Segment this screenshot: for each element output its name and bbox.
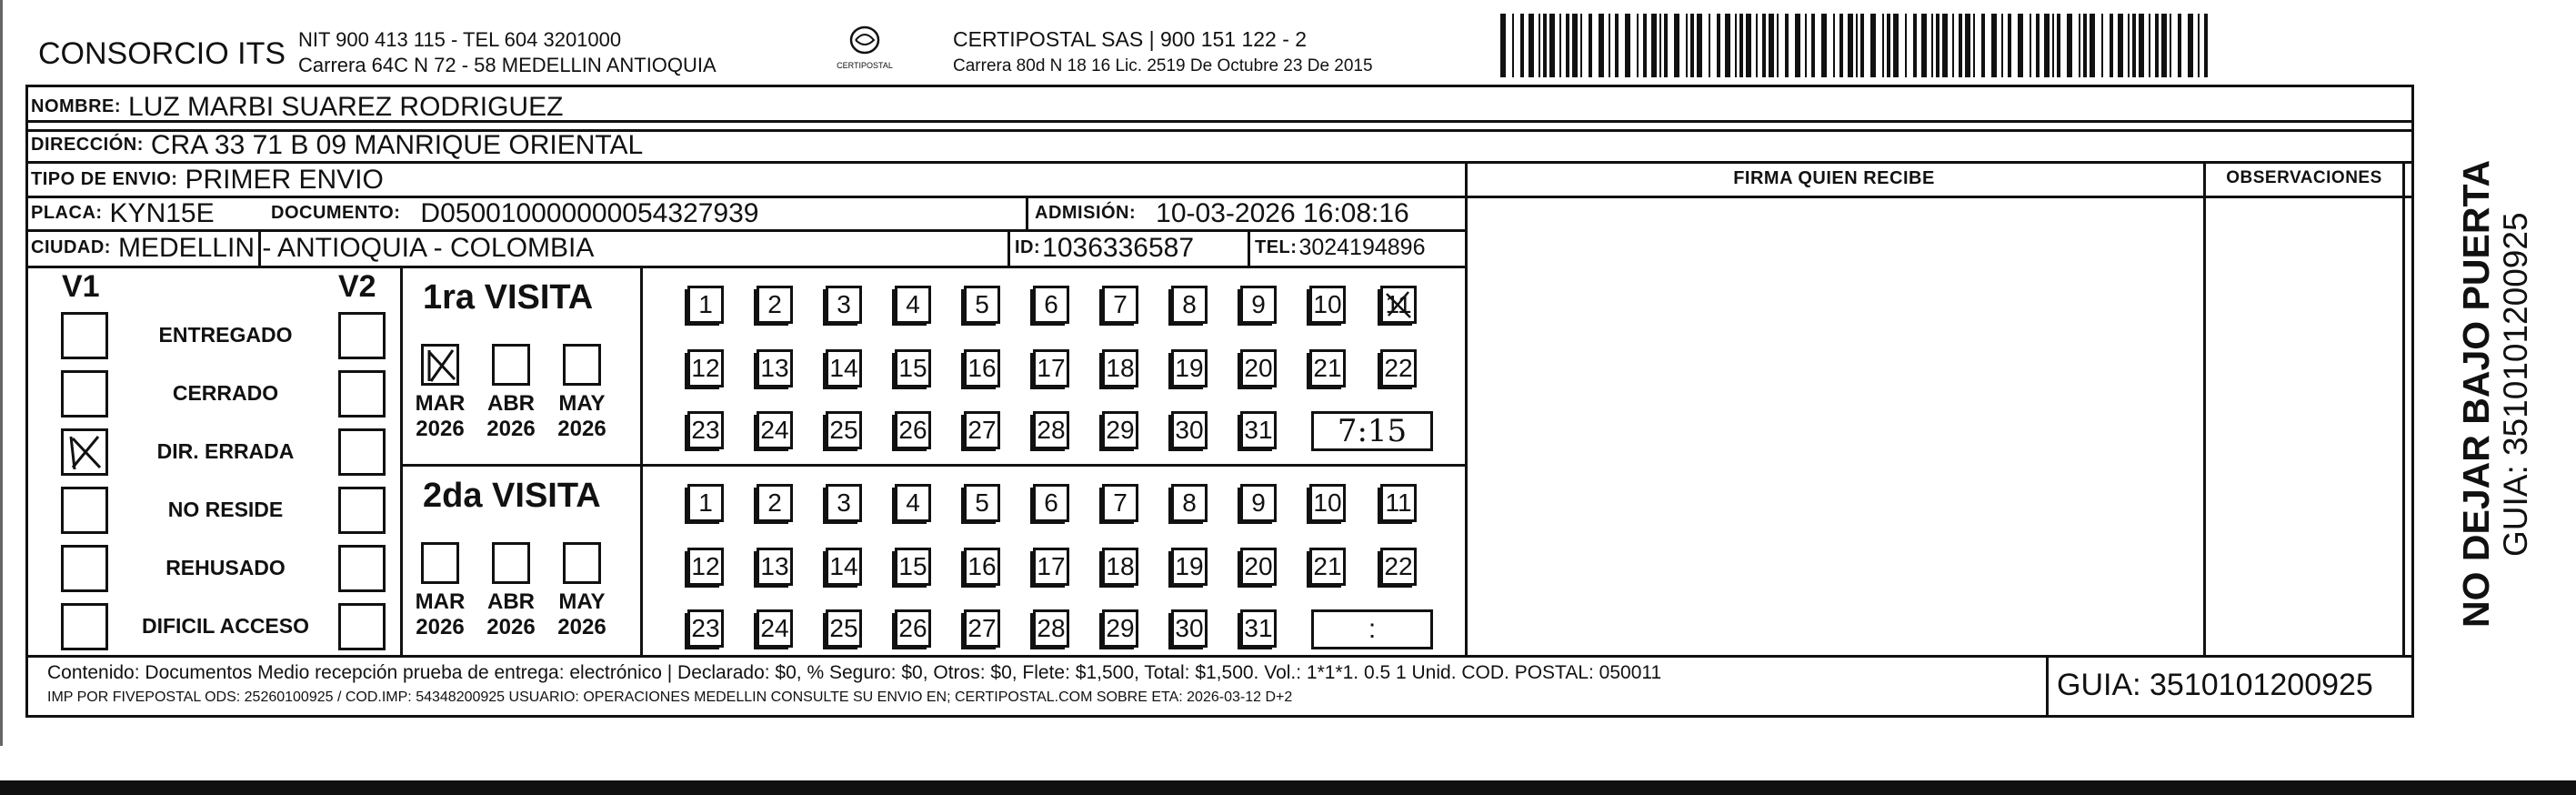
visit-1-day-19[interactable] — [1171, 349, 1208, 387]
barcode-bar — [1856, 14, 1858, 77]
placa-value: KYN15E — [109, 197, 215, 228]
barcode-bar — [1893, 14, 1899, 77]
visit-2-day-24[interactable] — [757, 609, 793, 648]
visit-1-day-14[interactable] — [826, 349, 862, 387]
visit-2-day-21[interactable] — [1309, 548, 1346, 586]
visit-2-day-25[interactable] — [826, 609, 862, 648]
barcode-bar — [1717, 14, 1720, 77]
day-number: 4 — [906, 488, 920, 517]
visit-1-day-22[interactable] — [1380, 349, 1417, 387]
visit-2-day-8[interactable] — [1171, 484, 1208, 522]
visit-1-month-label: MAY 2026 — [557, 391, 606, 441]
visit-1-day-29[interactable] — [1102, 411, 1138, 449]
day-number: 29 — [1106, 416, 1135, 444]
day-number: 19 — [1175, 354, 1204, 382]
visit-1-day-5[interactable] — [964, 286, 1000, 324]
firma-header: FIRMA QUIEN RECIBE — [1733, 168, 1935, 188]
barcode-bar — [2178, 14, 2181, 77]
barcode-bar — [1769, 14, 1774, 77]
barcode-bar — [2110, 14, 2113, 77]
visit-1-month-may-checkbox[interactable] — [563, 344, 601, 386]
day-number: 7 — [1113, 290, 1128, 318]
barcode-bar — [1833, 14, 1835, 77]
barcode-bar — [1756, 14, 1758, 77]
visit-1-month-mar-checkbox[interactable] — [421, 344, 459, 386]
day-number: 29 — [1106, 614, 1135, 642]
status-label-dificil-acceso: DIFICIL ACCESO — [141, 614, 309, 638]
day-number: 8 — [1182, 488, 1197, 517]
footer-guia: GUIA: 3510101200925 — [2057, 668, 2373, 702]
logo-text: CERTIPOSTAL — [837, 61, 893, 70]
v1-checkbox-dificil-acceso[interactable] — [61, 603, 108, 650]
day-number: 14 — [829, 552, 858, 580]
admision-value: 10-03-2026 16:08:16 — [1156, 197, 1409, 228]
v1-checkbox-no-reside[interactable] — [61, 487, 108, 534]
visit-2-month-label: MAR 2026 — [415, 589, 466, 639]
day-number: 13 — [760, 354, 789, 382]
barcode-bar — [1870, 14, 1876, 77]
ciudad-label: CIUDAD: — [31, 237, 111, 257]
imp-text: IMP POR FIVEPOSTAL ODS: 25260100925 / COD.IMP: 54348200925 USUARIO: OPERACIONES MEDELLIN CONSULTE SU ENVIO EN; CERTIPOSTAL.COM SOBRE ETA: 2026-03-12 D+2 — [47, 689, 1293, 705]
day-number: 13 — [760, 552, 789, 580]
v1-header: V1 — [62, 269, 100, 304]
tipo-envio-value: PRIMER ENVIO — [185, 164, 384, 195]
visit-2-day-11[interactable] — [1380, 484, 1417, 522]
barcode-bar — [2128, 14, 2130, 77]
barcode-bar — [1860, 14, 1864, 77]
visit-1-day-27[interactable] — [964, 411, 1000, 449]
ciudad-value: MEDELLIN - ANTIOQUIA - COLOMBIA — [117, 232, 595, 263]
visit-2-day-7[interactable] — [1102, 484, 1138, 522]
day-number: 3 — [837, 488, 851, 517]
v2-checkbox-entregado[interactable] — [338, 312, 386, 359]
visit-2-month-label: ABR 2026 — [486, 589, 536, 639]
day-number: 24 — [760, 614, 789, 642]
visit-1-day-25[interactable] — [826, 411, 862, 449]
nombre-row — [31, 91, 563, 123]
day-number: 24 — [760, 416, 789, 444]
visit-1-day-6[interactable] — [1033, 286, 1069, 324]
barcode-bar — [1643, 14, 1647, 77]
barcode-bar — [2083, 14, 2087, 77]
day-number: 30 — [1175, 416, 1204, 444]
visit-2-day-2[interactable] — [757, 484, 793, 522]
placa-label: PLACA: — [31, 203, 103, 223]
barcode-bar — [1942, 14, 1948, 77]
left-margin-mark — [0, 0, 3, 746]
day-number: 27 — [967, 416, 997, 444]
visit-2-month-mar-checkbox[interactable] — [421, 542, 459, 584]
barcode-bar — [1981, 14, 1985, 77]
barcode-bar — [2188, 14, 2193, 77]
status-label-no-reside: NO RESIDE — [167, 498, 284, 521]
day-number: 2 — [767, 290, 782, 318]
barcode-bar — [1690, 14, 1694, 77]
visit-1-day-24[interactable] — [757, 411, 793, 449]
barcode-bar — [1539, 14, 1540, 77]
visit-2-day-29[interactable] — [1102, 609, 1138, 648]
barcode-bar — [1637, 14, 1639, 77]
status-label-dir-errada: DIR. ERRADA — [156, 439, 295, 463]
day-number: 9 — [1251, 488, 1266, 517]
id-value: 1036336587 — [1042, 232, 1195, 263]
visit-2-day-4[interactable] — [895, 484, 931, 522]
v2-header: V2 — [338, 269, 376, 304]
documento-value: D050010000000054327939 — [420, 197, 759, 228]
visit-1-month-abr-checkbox[interactable] — [492, 344, 530, 386]
visit-2-month-label: MAY 2026 — [557, 589, 606, 639]
barcode-bar — [1952, 14, 1954, 77]
barcode-bar — [1697, 14, 1702, 77]
tipo-envio-label: TIPO DE ENVIO: — [31, 169, 178, 189]
barcode-bar — [1913, 14, 1917, 77]
barcode-bar — [1709, 14, 1710, 77]
visit-2-day-15[interactable] — [895, 548, 931, 586]
barcode-bar — [1848, 14, 1853, 77]
visit-1-day-30[interactable] — [1171, 411, 1208, 449]
visit-1-day-28[interactable] — [1033, 411, 1069, 449]
admision-field — [1035, 197, 1409, 229]
day-number: 30 — [1175, 614, 1204, 642]
day-number: 31 — [1244, 614, 1273, 642]
v2-checkbox-dir-errada[interactable] — [338, 428, 386, 476]
day-number: 3 — [837, 290, 851, 318]
visit-2-month-abr-checkbox[interactable] — [492, 542, 530, 584]
day-number: 1 — [698, 290, 713, 318]
visit-1-day-1[interactable] — [687, 286, 724, 324]
barcode-bar — [2067, 14, 2072, 77]
barcode-bar — [1805, 14, 1807, 77]
visit-2-day-26[interactable] — [895, 609, 931, 648]
day-number: 12 — [691, 552, 720, 580]
day-number: 23 — [691, 416, 720, 444]
barcode-bar — [1615, 14, 1619, 77]
direccion-value: CRA 33 71 B 09 MANRIQUE ORIENTAL — [150, 129, 644, 160]
barcode-bar — [1973, 14, 1975, 77]
barcode-bar — [2036, 14, 2040, 77]
day-number: 7 — [1113, 488, 1128, 517]
status-label-rehusado: REHUSADO — [165, 556, 286, 579]
barcode-bar — [1589, 14, 1592, 77]
day-number: 1 — [698, 488, 713, 517]
barcode-bar — [1659, 14, 1661, 77]
barcode-bar — [1520, 14, 1524, 77]
barcode-bar — [1735, 14, 1737, 77]
observaciones-header: OBSERVACIONES — [2226, 168, 2382, 187]
barcode-bar — [1651, 14, 1657, 77]
barcode-bar — [1965, 14, 1970, 77]
visit-2-day-28[interactable] — [1033, 609, 1069, 648]
ciudad-row — [31, 232, 594, 264]
visit-1-day-20[interactable] — [1240, 349, 1277, 387]
visit-1-day-16[interactable] — [964, 349, 1000, 387]
visit-2-day-17[interactable] — [1033, 548, 1069, 586]
id-label: ID: — [1015, 237, 1041, 257]
barcode-bar — [2170, 14, 2171, 77]
day-number: 22 — [1384, 354, 1413, 382]
barcode-bar — [2139, 14, 2144, 77]
side-warning: NO DEJAR BAJO PUERTA — [2455, 159, 2497, 628]
barcode-bar — [2018, 14, 2023, 77]
barcode-bar — [1674, 14, 1679, 77]
v1-checkbox-dir-errada[interactable] — [61, 428, 108, 476]
tipo-envio-row — [31, 164, 384, 196]
placa-row — [31, 197, 215, 229]
day-number: 11 — [1385, 488, 1412, 517]
company-info-line1: NIT 900 413 115 - TEL 604 3201000 — [298, 28, 622, 51]
day-number: 26 — [898, 416, 927, 444]
barcode-bar — [2155, 14, 2159, 77]
visit-2-day-30[interactable] — [1171, 609, 1208, 648]
visit-2-day-14[interactable] — [826, 548, 862, 586]
visit-1-day-26[interactable] — [895, 411, 931, 449]
v1-checkbox-entregado[interactable] — [61, 312, 108, 359]
day-number: 14 — [829, 354, 858, 382]
day-number: 5 — [975, 488, 989, 517]
v1-checkbox-rehusado[interactable] — [61, 545, 108, 592]
barcode-bar — [1559, 14, 1561, 77]
barcode-bar — [1599, 14, 1604, 77]
day-number: 28 — [1037, 614, 1066, 642]
visit-1-day-17[interactable] — [1033, 349, 1069, 387]
courier-info-line1: CERTIPOSTAL SAS | 900 151 122 - 2 — [953, 27, 1308, 51]
day-number: 9 — [1251, 290, 1266, 318]
day-number: 26 — [898, 614, 927, 642]
visit-2-day-12[interactable] — [687, 548, 724, 586]
direccion-row — [31, 129, 643, 161]
v2-checkbox-dificil-acceso[interactable] — [338, 603, 386, 650]
day-number: 15 — [898, 552, 927, 580]
barcode-bar — [1609, 14, 1610, 77]
company-info-line2: Carrera 64C N 72 - 58 MEDELLIN ANTIOQUIA — [298, 54, 717, 76]
visit-2-day-23[interactable] — [687, 609, 724, 648]
visit-1-day-15[interactable] — [895, 349, 931, 387]
visit-2-day-1[interactable] — [687, 484, 724, 522]
company-name: CONSORCIO ITS — [38, 36, 286, 71]
visit-2-day-10[interactable] — [1309, 484, 1346, 522]
visit-2-title: 2da VISITA — [423, 477, 601, 515]
visit-1-day-23[interactable] — [687, 411, 724, 449]
day-number: 4 — [906, 290, 920, 318]
visit-1-month-label: MAR 2026 — [415, 391, 466, 441]
visit-1-day-7[interactable] — [1102, 286, 1138, 324]
barcode-bar — [2057, 14, 2060, 77]
status-label-entregado: ENTREGADO — [158, 323, 293, 347]
barcode-bar — [2008, 14, 2011, 77]
day-number: 20 — [1244, 354, 1273, 382]
barcode-bar — [2044, 14, 2050, 77]
visit-2-day-22[interactable] — [1380, 548, 1417, 586]
v2-checkbox-cerrado[interactable] — [338, 370, 386, 418]
barcode-bar — [1936, 14, 1940, 77]
barcode-bar — [1580, 14, 1582, 77]
day-number: 11 — [1385, 290, 1412, 318]
barcode-bar — [2149, 14, 2150, 77]
barcode-bar — [2204, 14, 2208, 77]
barcode-bar — [1543, 14, 1547, 77]
barcode-bar — [2090, 14, 2095, 77]
barcode-bar — [1529, 14, 1534, 77]
contenido-text: Contenido: Documentos Medio recepción prueba de entrega: electrónico | Declarado: $0, % Seguro: $0, Otros: $0, Flete: $1,500, Total: $1,500. Vol.: 1*1*1. 0.5 1 Unid. COD. POSTAL: 050011 — [47, 662, 1662, 683]
visit-1-time-field[interactable]: 7:15 — [1311, 411, 1433, 451]
barcode-bar — [1664, 14, 1668, 77]
day-number: 6 — [1044, 488, 1058, 517]
barcode-bar — [2132, 14, 2136, 77]
barcode-bar — [1887, 14, 1890, 77]
barcode-bar — [1921, 14, 1927, 77]
bottom-band — [0, 780, 2576, 795]
day-number: 8 — [1182, 290, 1197, 318]
barcode — [1500, 14, 2214, 77]
tel-value: 3024194896 — [1298, 235, 1426, 260]
day-number: 22 — [1384, 552, 1413, 580]
visit-1-day-2[interactable] — [757, 286, 793, 324]
visit-2-day-6[interactable] — [1033, 484, 1069, 522]
day-number: 6 — [1044, 290, 1058, 318]
barcode-bar — [1882, 14, 1884, 77]
admision-label: ADMISIÓN: — [1035, 203, 1137, 223]
visit-2-day-16[interactable] — [964, 548, 1000, 586]
barcode-bar — [2198, 14, 2200, 77]
day-number: 21 — [1313, 354, 1342, 382]
barcode-bar — [1931, 14, 1933, 77]
barcode-bar — [1625, 14, 1630, 77]
visit-1-day-18[interactable] — [1102, 349, 1138, 387]
day-number: 23 — [691, 614, 720, 642]
barcode-bar — [1905, 14, 1907, 77]
barcode-bar — [1821, 14, 1827, 77]
barcode-bar — [1725, 14, 1730, 77]
tel-field — [1255, 232, 1425, 264]
day-number: 20 — [1244, 552, 1273, 580]
visit-2-time-field[interactable]: : — [1311, 609, 1433, 649]
day-number: 5 — [975, 290, 989, 318]
visit-2-day-3[interactable] — [826, 484, 862, 522]
barcode-bar — [1512, 14, 1514, 77]
id-field — [1015, 232, 1194, 264]
visit-2-day-9[interactable] — [1240, 484, 1277, 522]
day-number: 10 — [1313, 290, 1342, 318]
day-number: 18 — [1106, 552, 1135, 580]
visit-2-day-20[interactable] — [1240, 548, 1277, 586]
barcode-bar — [1795, 14, 1800, 77]
day-number: 2 — [767, 488, 782, 517]
barcode-bar — [1500, 14, 1506, 77]
documento-field — [271, 197, 758, 229]
visit-2-day-27[interactable] — [964, 609, 1000, 648]
visit-2-day-5[interactable] — [964, 484, 1000, 522]
day-number: 17 — [1037, 552, 1066, 580]
barcode-bar — [2001, 14, 2003, 77]
day-number: 10 — [1313, 488, 1342, 517]
barcode-bar — [2101, 14, 2103, 77]
barcode-bar — [1785, 14, 1789, 77]
barcode-bar — [1777, 14, 1779, 77]
tel-label: TEL: — [1255, 237, 1298, 257]
barcode-bar — [1572, 14, 1578, 77]
day-number: 15 — [898, 354, 927, 382]
barcode-bar — [1686, 14, 1688, 77]
barcode-bar — [1991, 14, 1997, 77]
barcode-bar — [2052, 14, 2054, 77]
day-number: 12 — [691, 354, 720, 382]
documento-label: DOCUMENTO: — [271, 203, 401, 223]
day-number: 25 — [829, 416, 858, 444]
visit-2-day-31[interactable] — [1240, 609, 1277, 648]
visit-1-month-label: ABR 2026 — [486, 391, 536, 441]
visit-2-month-may-checkbox[interactable] — [563, 542, 601, 584]
barcode-bar — [2030, 14, 2031, 77]
certipostal-logo — [837, 25, 893, 70]
visit-1-day-4[interactable] — [895, 286, 931, 324]
visit-1-day-3[interactable] — [826, 286, 862, 324]
day-number: 31 — [1244, 416, 1273, 444]
visit-2-day-18[interactable] — [1102, 548, 1138, 586]
visit-1-day-10[interactable] — [1309, 286, 1346, 324]
barcode-bar — [1959, 14, 1962, 77]
day-number: 27 — [967, 614, 997, 642]
barcode-bar — [1746, 14, 1751, 77]
barcode-bar — [1566, 14, 1569, 77]
day-number: 19 — [1175, 552, 1204, 580]
visit-1-day-8[interactable] — [1171, 286, 1208, 324]
barcode-bar — [1811, 14, 1815, 77]
barcode-bar — [2079, 14, 2080, 77]
barcode-bar — [2118, 14, 2123, 77]
visit-1-day-21[interactable] — [1309, 349, 1346, 387]
visit-1-title: 1ra VISITA — [423, 278, 594, 317]
day-number: 17 — [1037, 354, 1066, 382]
day-number: 16 — [967, 552, 997, 580]
visit-1-day-12[interactable] — [687, 349, 724, 387]
barcode-bar — [1739, 14, 1743, 77]
barcode-bar — [1839, 14, 1843, 77]
barcode-bar — [1762, 14, 1766, 77]
courier-info-line2: Carrera 80d N 18 16 Lic. 2519 De Octubre 23 De 2015 — [953, 56, 1373, 75]
day-number: 28 — [1037, 416, 1066, 444]
visit-1-day-13[interactable] — [757, 349, 793, 387]
day-number: 18 — [1106, 354, 1135, 382]
day-number: 21 — [1313, 552, 1342, 580]
visit-1-day-31[interactable] — [1240, 411, 1277, 449]
nombre-value: LUZ MARBI SUAREZ RODRIGUEZ — [128, 91, 564, 122]
side-guia: GUIA: 3510101200925 — [2497, 212, 2534, 557]
visit-1-day-11[interactable] — [1380, 286, 1417, 324]
visit-2-day-13[interactable] — [757, 548, 793, 586]
barcode-bar — [1549, 14, 1555, 77]
nombre-label: NOMBRE: — [31, 96, 122, 116]
v2-checkbox-no-reside[interactable] — [338, 487, 386, 534]
visit-1-day-9[interactable] — [1240, 286, 1277, 324]
day-number: 25 — [829, 614, 858, 642]
status-label-cerrado: CERRADO — [172, 381, 279, 405]
direccion-label: DIRECCIÓN: — [31, 135, 144, 155]
v2-checkbox-rehusado[interactable] — [338, 545, 386, 592]
barcode-bar — [2161, 14, 2167, 77]
day-number: 16 — [967, 354, 997, 382]
v1-checkbox-cerrado[interactable] — [61, 370, 108, 418]
visit-2-day-19[interactable] — [1171, 548, 1208, 586]
